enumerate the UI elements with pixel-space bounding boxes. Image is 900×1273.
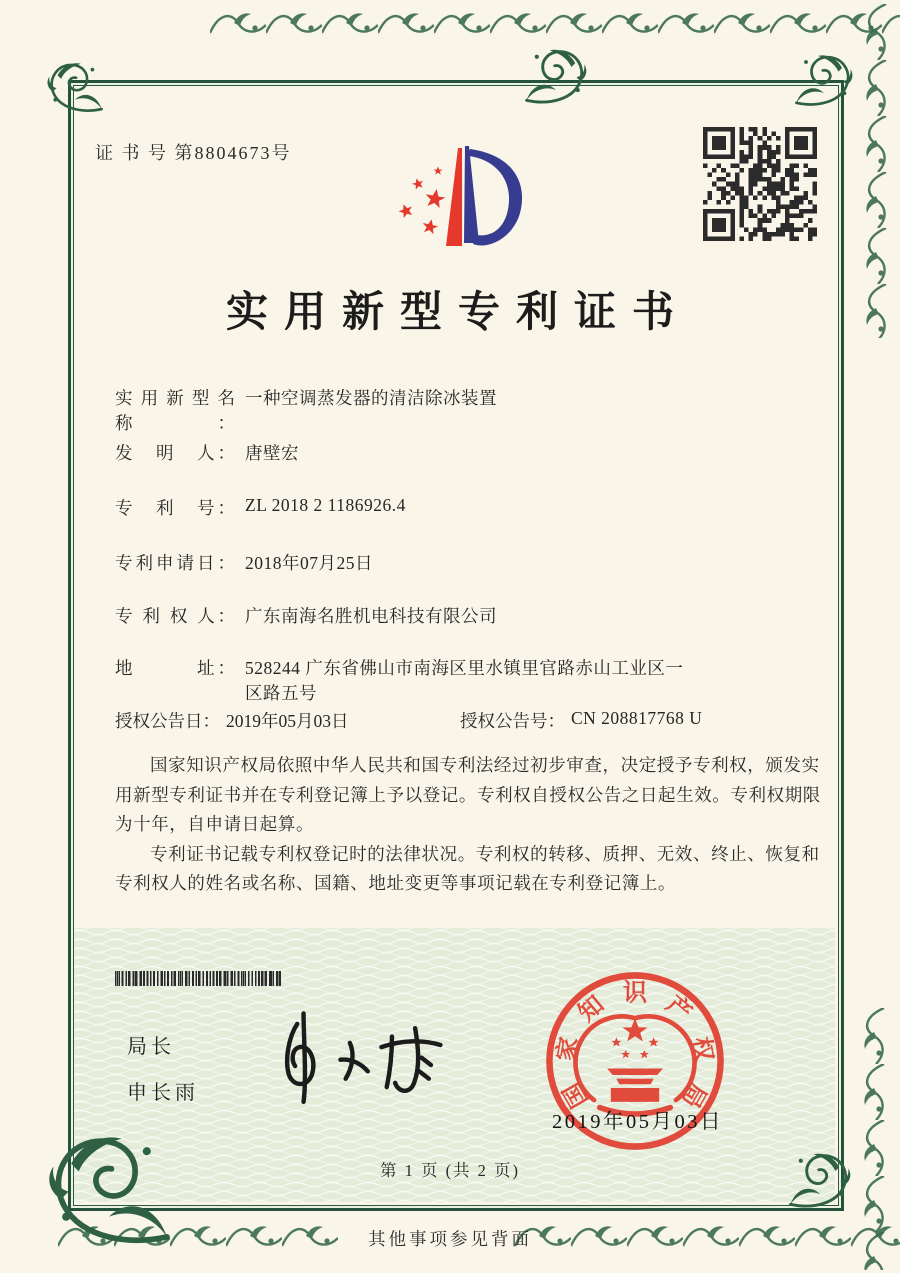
grant-date-label: 授权公告日：: [115, 711, 220, 731]
corner-flourish-top-right-icon: [794, 50, 854, 110]
grant-number-label: 授权公告号：: [460, 711, 565, 731]
director-name: 申长雨: [127, 1082, 199, 1104]
certificate-number: 证 书 号 第8804673号: [95, 143, 292, 163]
field-label: 专利申请日：: [115, 553, 235, 573]
svg-text:产: 产: [660, 990, 697, 1028]
field-value: 广东南海名胜机电科技有限公司: [245, 606, 497, 626]
field-label: 发 明 人：: [115, 443, 235, 463]
field-label: 专 利 权 人：: [115, 606, 235, 626]
svg-text:权: 权: [686, 1034, 718, 1064]
field-value: ZL 2018 2 1186926.4: [245, 495, 406, 515]
qr-code: [703, 127, 817, 241]
legal-paragraphs: [115, 751, 823, 899]
field-row-patent-number: [115, 495, 827, 520]
field-label: 实用新型名称：: [115, 388, 235, 433]
field-value: 一种空调蒸发器的清洁除冰装置: [245, 388, 497, 408]
legal-paragraph: 国家知识产权局依照中华人民共和国专利法经过初步审查，决定授予专利权，颁发实用新型专利证书并在专利登记簿上予以登记。专利权自授权公告之日起生效。专利权期限为十年，自申请日起算。: [115, 755, 821, 834]
svg-text:国: 国: [558, 1077, 594, 1113]
corner-flourish-top-left-icon: [46, 58, 104, 116]
corner-flourish-top-mid-icon: [524, 44, 588, 108]
grant-date: 2019年05月03日: [226, 711, 349, 731]
field-value: 2018年07月25日: [245, 553, 373, 573]
certificate-title: 实用新型专利证书: [225, 290, 690, 336]
field-value: 唐壁宏: [245, 443, 299, 463]
field-row-invention-name: [115, 385, 827, 435]
legal-paragraph: 专利证书记载专利权登记时的法律状况。专利权的转移、质押、无效、终止、恢复和专利权人的姓名或名称、国籍、地址变更等事项记载在专利登记簿上。: [115, 843, 820, 893]
field-label: 地 址：: [115, 658, 235, 678]
grant-row: [115, 708, 827, 733]
cnipa-logo-icon: [378, 131, 568, 266]
field-label: 专 利 号：: [115, 498, 235, 518]
svg-text:识: 识: [622, 979, 648, 1007]
barcode: [115, 971, 281, 986]
svg-text:局: 局: [676, 1077, 712, 1113]
svg-text:知: 知: [573, 990, 610, 1028]
field-row-patentee: [115, 603, 827, 628]
svg-text:家: 家: [552, 1034, 584, 1064]
field-row-address: [115, 655, 827, 705]
field-value: 528244 广东省佛山市南海区里水镇里官路赤山工业区一区路五号: [245, 658, 684, 703]
field-row-inventor: [115, 440, 827, 465]
field-row-filing-date: [115, 550, 827, 575]
footer-note: 其他事项参见背面: [368, 1229, 532, 1249]
director-title-label: 局长: [127, 1036, 175, 1058]
page-indicator: 第 1 页 (共 2 页): [379, 1161, 521, 1180]
signature-icon: [255, 1005, 470, 1105]
grant-number: CN 208817768 U: [571, 708, 703, 728]
seal-date: 2019年05月03日: [552, 1111, 723, 1133]
border-garland-top: [210, 3, 900, 49]
